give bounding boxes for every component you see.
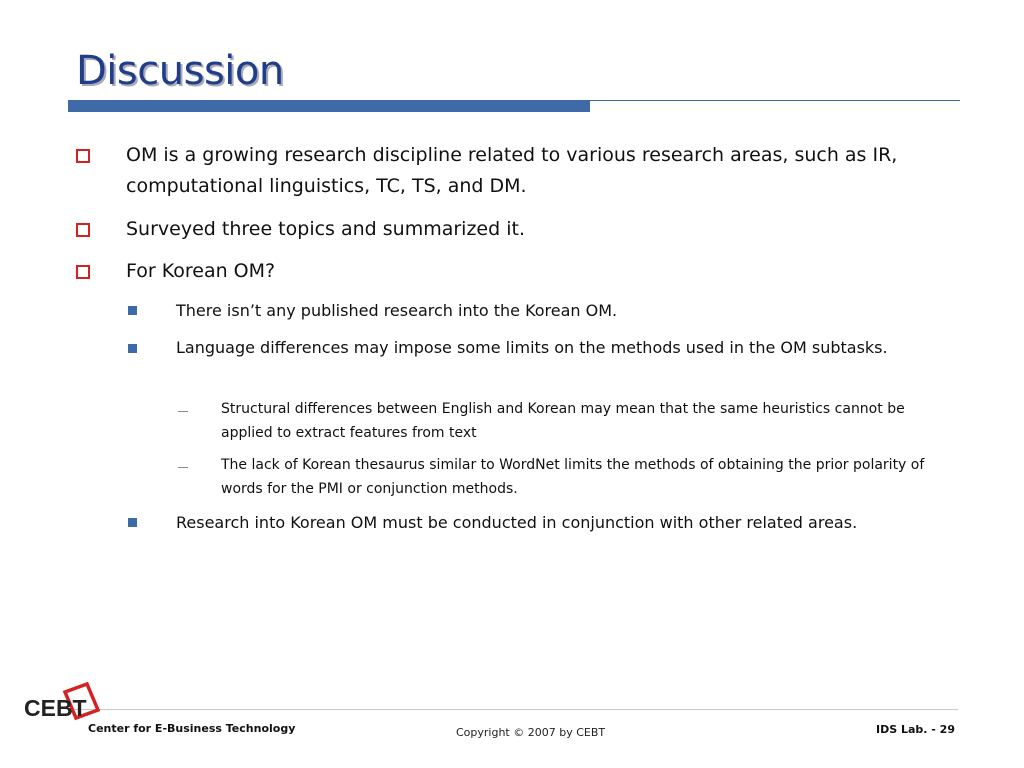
footer-organization: Center for E-Business Technology xyxy=(88,722,296,735)
bullet-item-level2: Language differences may impose some limits on the methods used in the OM subtasks. xyxy=(176,338,888,357)
filled-square-icon xyxy=(128,518,137,527)
hollow-square-icon xyxy=(76,265,90,279)
dash-icon xyxy=(178,411,188,412)
hollow-square-icon xyxy=(76,149,90,163)
dash-icon xyxy=(178,467,188,468)
cebt-logo xyxy=(22,682,100,724)
logo-text: CEBT xyxy=(24,695,87,721)
title-accent-bar xyxy=(68,100,590,112)
title-accent-line xyxy=(590,100,960,101)
footer-page-label: IDS Lab. - 29 xyxy=(876,723,955,736)
footer-divider xyxy=(75,709,958,710)
bullet-item-level1: Surveyed three topics and summarized it. xyxy=(126,218,525,240)
footer-copyright: Copyright © 2007 by CEBT xyxy=(456,726,606,739)
bullet-item-level2: Research into Korean OM must be conducted in conjunction with other related areas. xyxy=(176,513,858,532)
filled-square-icon xyxy=(128,306,137,315)
bullet-item-level3: Structural differences between English and Korean may mean that the same heuristics cannot be applied to extract features from text xyxy=(221,401,905,441)
hollow-square-icon xyxy=(76,223,90,237)
bullet-item-level2: There isn’t any published research into the Korean OM. xyxy=(176,301,618,320)
bullet-item-level1: For Korean OM? xyxy=(126,260,276,282)
slide-title: Discussion xyxy=(76,48,284,94)
bullet-item-level3: The lack of Korean thesaurus similar to WordNet limits the methods of obtaining the prior polarity of words for the PMI or conjunction methods. xyxy=(221,457,925,497)
filled-square-icon xyxy=(128,344,137,353)
bullet-item-level1: OM is a growing research discipline related to various research areas, such as IR, computational linguistics, TC, TS, and DM. xyxy=(126,144,898,197)
